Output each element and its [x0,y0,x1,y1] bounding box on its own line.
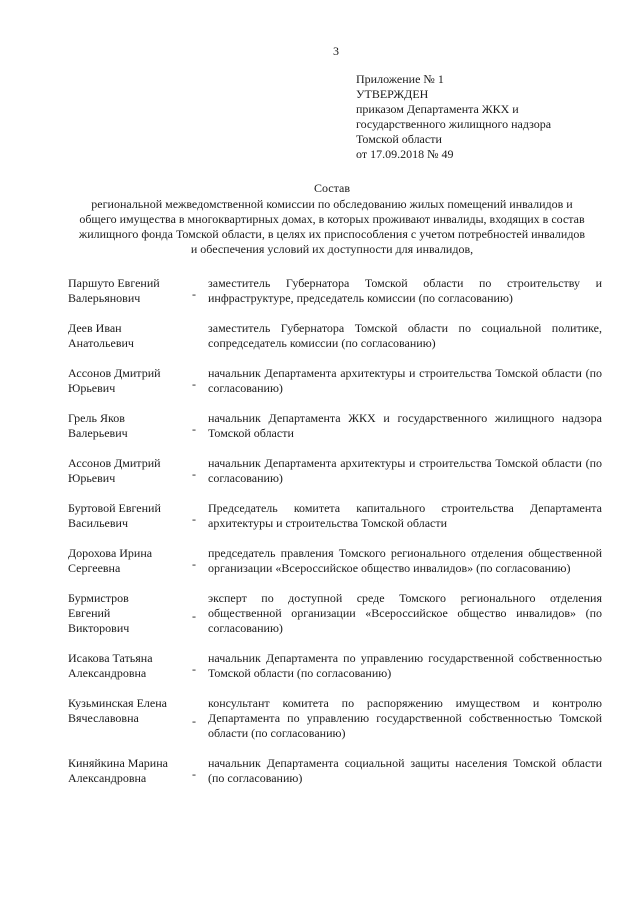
title-line: жилищного фонда Томской области, в целях их приспособления с учетом потребностей инвалидов [78,227,586,241]
member-role: заместитель Губернатора Томской области по строительству и инфраструктуре, председатель комиссии (по согласованию) [208,276,602,305]
approval-appendix: Приложение № 1 [356,72,444,86]
member-role: начальник Департамента архитектуры и строительства Томской области (по согласованию) [208,366,602,395]
member-role: заместитель Губернатора Томской области по социальной политике, сопредседатель комиссии (по согласованию) [208,321,602,350]
member-name-line: Киняйкина Марина [68,756,168,770]
member-dash: - [192,421,196,436]
member-name-line: Сергеевна [68,561,121,575]
member-name [68,591,180,636]
member-row [68,756,602,786]
member-name [68,321,180,351]
member-name-line: Бурмистров [68,591,129,605]
member-row [68,651,602,681]
document-title [62,181,602,257]
member-name-line: Дорохова Ирина [68,546,153,560]
approval-order-line: приказом Департамента ЖКХ и [356,102,519,116]
approval-block [356,72,616,162]
page-number: 3 [333,44,339,58]
member-name [68,276,180,306]
approval-region-line: Томской области [356,132,442,146]
member-row [68,411,602,441]
member-name [68,366,180,396]
member-row [68,366,602,396]
member-name-line: Буртовой Евгений [68,501,161,515]
member-role: начальник Департамента по управлению государственной собственностью Томской области (по согласованию) [208,651,602,680]
member-dash: - [192,511,196,526]
member-dash: - [192,286,196,301]
member-name [68,756,180,786]
member-dash: - [192,466,196,481]
member-list [68,276,602,801]
member-role: начальник Департамента ЖКХ и государственного жилищного надзора Томской области [208,411,602,440]
member-name-line: Юрьевич [68,381,116,395]
member-name-line: Исакова Татьяна [68,651,153,665]
member-dash: - [192,609,196,623]
member-role: председатель правления Томского регионального отделения общественной организации «Всероссийское общество инвалидов» (по согласованию) [208,546,602,575]
member-role: консультант комитета по распоряжению имуществом и контролю Департамента по управлению государственной собственностью Томской области (по согласованию) [208,696,602,740]
member-name-line: Валерьянович [68,291,141,305]
member-dash: - [192,714,196,728]
member-role: Председатель комитета капитального строительства Департамента архитектуры и строительства Томской области [208,501,602,530]
member-row [68,591,602,636]
title-line: региональной межведомственной комиссии по обследованию жилых помещений инвалидов и [91,197,573,211]
approval-date-line: от 17.09.2018 № 49 [356,147,454,161]
member-name-line: Ассонов Дмитрий [68,366,161,380]
member-name-line: Евгений [68,606,111,620]
member-row [68,501,602,531]
member-role: эксперт по доступной среде Томского регионального отделения общественной организации «Всероссийское общество инвалидов» (по согласованию) [208,591,602,635]
member-name-line: Вячеславовна [68,711,139,725]
member-name-line: Ассонов Дмитрий [68,456,161,470]
member-name [68,651,180,681]
member-row [68,321,602,351]
title-line: и обеспечения условий их доступности для инвалидов, [190,242,474,256]
member-role: начальник Департамента архитектуры и строительства Томской области (по согласованию) [208,456,602,485]
member-dash [180,333,208,339]
member-name-line: Юрьевич [68,471,116,485]
member-row [68,276,602,306]
member-dash: - [192,766,196,781]
member-dash: - [192,556,196,571]
member-name [68,456,180,486]
member-name-line: Александровна [68,771,147,785]
member-name-line: Паршуто Евгений [68,276,160,290]
member-row [68,546,602,576]
member-name-line: Анатольевич [68,336,134,350]
member-name [68,696,180,726]
member-dash: - [192,661,196,676]
member-name-line: Грель Яков [68,411,125,425]
member-name [68,411,180,441]
member-name-line: Кузьминская Елена [68,696,167,710]
approval-status: УТВЕРЖДЕН [356,87,429,101]
title-main: Состав [313,181,350,195]
title-line: общего имущества в многоквартирных домах, в которых проживают инвалиды, входящих в состав [79,212,585,226]
member-name [68,546,180,576]
member-role: начальник Департамента социальной защиты населения Томской области (по согласованию) [208,756,602,785]
member-row [68,696,602,741]
member-name-line: Васильевич [68,516,128,530]
approval-department-line: государственного жилищного надзора [356,117,552,131]
member-name-line: Деев Иван [68,321,122,335]
member-name [68,501,180,531]
member-name-line: Викторович [68,621,130,635]
member-name-line: Валерьевич [68,426,128,440]
member-row [68,456,602,486]
member-dash: - [192,376,196,391]
member-name-line: Александровна [68,666,147,680]
